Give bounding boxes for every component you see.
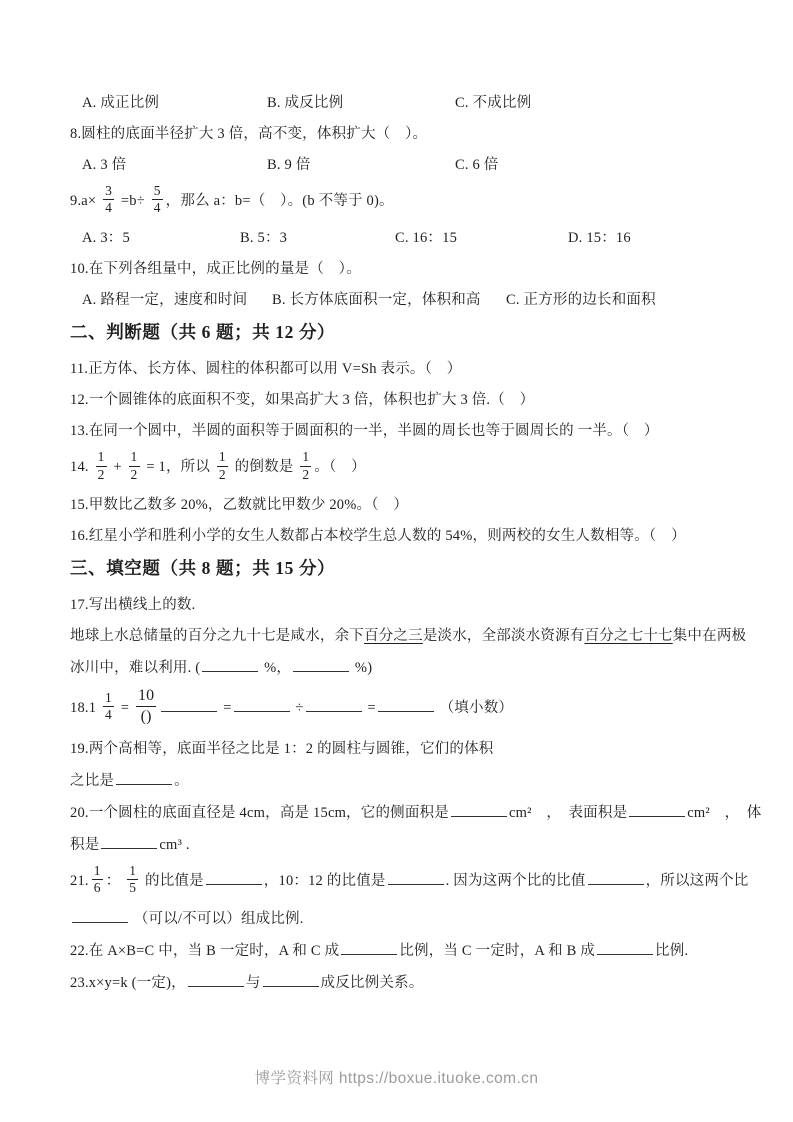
question-15 <box>70 494 740 516</box>
question-10 <box>70 258 740 280</box>
text-run: ÷ <box>291 699 304 716</box>
underlined-text: 百分之七十七 <box>584 627 673 644</box>
answer-blank <box>306 696 362 712</box>
text-run: + <box>109 459 126 476</box>
answer-blank <box>293 656 349 672</box>
text-run: 集中在两极 <box>672 627 747 644</box>
fraction-denominator: 2 <box>97 466 105 482</box>
question-9 <box>70 185 740 218</box>
fraction-denominator: 2 <box>130 466 138 482</box>
text-run: ，那么 a：b=（ ）。(b 不等于 0)。 <box>165 193 394 210</box>
document-body <box>70 92 762 1003</box>
text-run: %) <box>351 659 373 676</box>
text-run: （填小数） <box>435 699 514 716</box>
q19-line-2 <box>70 769 740 792</box>
text-run: 15.甲数比乙数多 20%，乙数就比甲数少 20%。（ ） <box>70 496 409 513</box>
fraction-numerator: 1 <box>92 863 103 880</box>
fraction-numerator: 1 <box>300 449 311 466</box>
answer-blank <box>234 696 290 712</box>
fraction <box>127 863 138 896</box>
fraction-denominator: 2 <box>218 466 226 482</box>
answer-blank <box>161 696 217 712</box>
answer-blank <box>597 939 653 955</box>
option-item: B. 成反比例 <box>267 95 344 111</box>
option-item: B. 9 倍 <box>267 157 311 173</box>
q9-options-row <box>70 227 740 249</box>
option-item: B. 长方体底面积一定，体积和高 <box>272 292 481 309</box>
fraction-denominator: 4 <box>105 200 113 216</box>
answer-blank <box>588 869 644 885</box>
text-run: 成反比例关系。 <box>320 975 424 992</box>
question-22 <box>70 939 740 962</box>
fraction <box>103 690 114 723</box>
text-run: 11.正方体、长方体、圆柱的体积都可以用 V=Sh 表示。（ ） <box>70 361 462 378</box>
text-run: 17.写出横线上的数. <box>70 596 196 613</box>
fraction <box>92 863 103 896</box>
text-run: 地球上水总储量的百分之九十七是咸水，余下 <box>70 627 364 644</box>
fraction <box>136 686 156 727</box>
question-19 <box>70 738 740 760</box>
text-run: = <box>116 699 133 716</box>
answer-blank <box>72 907 128 923</box>
fraction <box>129 449 140 482</box>
text-run: 22.在 A×B=C 中，当 B 一定时，A 和 C 成 <box>70 943 340 960</box>
q17-body-line-1 <box>70 625 747 647</box>
page-footer <box>0 1066 793 1088</box>
section-2-header: 二、判断题（共 6 题；共 12 分） <box>70 322 336 343</box>
text-run: 16.红星小学和胜利小学的女生人数都占本校学生总人数的 54%，则两校的女生人数相等。（ ） <box>70 527 686 544</box>
text-run: . 因为这两个比的比值 <box>445 872 586 889</box>
answer-blank <box>629 801 685 817</box>
option-item: C. 不成比例 <box>455 95 532 111</box>
text-run: = <box>219 699 232 716</box>
answer-blank <box>202 656 258 672</box>
text-run: 与 <box>245 975 261 992</box>
text-run: （可以/不可以）组成比例. <box>130 911 304 928</box>
text-run: 积是 <box>70 836 100 853</box>
fraction-numerator: 1 <box>217 449 228 466</box>
fraction-numerator: 3 <box>103 183 114 200</box>
answer-blank <box>378 696 434 712</box>
fraction-numerator: 1 <box>96 449 107 466</box>
q7-options-row <box>70 92 740 114</box>
text-run: cm³ . <box>159 836 190 853</box>
text-run: 14. <box>70 459 93 476</box>
text-run: 的倒数是 <box>230 459 298 476</box>
text-run: 19.两个高相等，底面半径之比是 1：2 的圆柱与圆锥，它们的体积 <box>70 740 494 757</box>
question-18 <box>70 688 740 729</box>
answer-blank <box>188 971 244 987</box>
question-17 <box>70 594 740 616</box>
text-run: 。 <box>174 772 189 789</box>
text-run: 20.一个圆柱的底面直径是 4cm，高是 15cm，它的侧面积是 <box>70 804 449 821</box>
footer-text: 博学资料网 https://boxue.ituoke.com.cn <box>254 1070 539 1087</box>
fraction-denominator: () <box>140 707 152 725</box>
q10-options-row <box>70 289 740 311</box>
text-run: 18.1 <box>70 699 100 716</box>
fraction-denominator: 2 <box>302 466 310 482</box>
text-run: =b÷ <box>117 193 149 210</box>
text-run: cm² ， 表面积是 <box>508 804 628 821</box>
text-run: 23.x×y=k (一定)， <box>70 975 186 992</box>
fraction-denominator: 4 <box>153 200 161 216</box>
fraction-numerator: 5 <box>152 183 163 200</box>
text-run: ，10：12 的比值是 <box>263 872 386 889</box>
text-run: 12.一个圆锥体的底面积不变，如果高扩大 3 倍，体积也扩大 3 倍.（ ） <box>70 392 535 409</box>
answer-blank <box>388 869 444 885</box>
question-21 <box>70 862 749 898</box>
answer-blank <box>263 971 319 987</box>
fraction <box>152 183 163 216</box>
q17-body-line-2 <box>70 656 740 679</box>
question-23 <box>70 971 740 994</box>
text-run: ： <box>105 872 125 889</box>
text-run: 是淡水，全部淡水资源有 <box>422 627 585 644</box>
question-11 <box>70 358 740 380</box>
q20-line-2 <box>70 833 740 856</box>
text-run: %， <box>260 659 292 676</box>
answer-blank <box>451 801 507 817</box>
question-14 <box>70 451 740 484</box>
section-3-header: 三、填空题（共 8 题；共 15 分） <box>70 557 336 578</box>
text-run: 21. <box>70 872 89 889</box>
fraction-denominator: 4 <box>105 706 112 722</box>
fraction <box>103 183 114 216</box>
text-run: 10.在下列各组量中，成正比例的量是（ ）。 <box>70 261 361 278</box>
fraction-numerator: 10 <box>136 686 156 707</box>
question-8 <box>70 123 740 145</box>
option-item: A. 3：5 <box>82 230 130 247</box>
option-item: A. 成正比例 <box>82 95 160 111</box>
text-run: 的比值是 <box>141 872 204 889</box>
question-12 <box>70 389 740 411</box>
option-item: C. 6 倍 <box>455 157 499 173</box>
fraction-numerator: 1 <box>103 690 114 707</box>
option-item: C. 正方形的边长和面积 <box>506 292 656 309</box>
answer-blank <box>116 769 172 785</box>
text-run: cm² ， 体 <box>687 804 762 821</box>
text-run: 9.a× <box>70 193 101 210</box>
fraction-numerator: 1 <box>129 449 140 466</box>
text-run: 。（ ） <box>314 459 366 476</box>
text-run: 之比是 <box>70 772 115 789</box>
text-run: 8.圆柱的底面半径扩大 3 倍，高不变，体积扩大（ ）。 <box>70 126 428 142</box>
fraction-numerator: 1 <box>127 863 138 880</box>
fraction <box>300 449 311 482</box>
fraction <box>217 449 228 482</box>
text-run: = 1，所以 <box>142 459 214 476</box>
option-item: C. 16：15 <box>395 230 458 247</box>
answer-blank <box>206 869 262 885</box>
question-16 <box>70 525 740 547</box>
q21-line-2 <box>70 907 740 930</box>
fraction-denominator: 6 <box>93 879 101 895</box>
text-run: ，所以这两个比 <box>645 872 749 889</box>
text-run: 比例，当 C 一定时，A 和 B 成 <box>399 943 596 960</box>
text-run: 冰川中，难以利用. ( <box>70 659 201 676</box>
option-item: A. 路程一定，速度和时间 <box>82 292 248 309</box>
text-run: = <box>363 699 376 716</box>
option-item: A. 3 倍 <box>82 157 127 173</box>
answer-blank <box>341 939 397 955</box>
option-item: D. 15：16 <box>568 230 631 247</box>
fraction <box>96 449 107 482</box>
q8-options-row <box>70 154 740 176</box>
text-run: 比例. <box>655 943 689 960</box>
answer-blank <box>101 833 157 849</box>
option-item: B. 5：3 <box>240 230 288 247</box>
underlined-text: 百分之三 <box>364 627 423 644</box>
fraction-denominator: 5 <box>129 879 137 895</box>
question-20 <box>70 801 762 824</box>
text-run: 13.在同一个圆中，半圆的面积等于圆面积的一半，半圆的周长也等于圆周长的 一半。（ ） <box>70 423 659 440</box>
question-13 <box>70 420 740 442</box>
